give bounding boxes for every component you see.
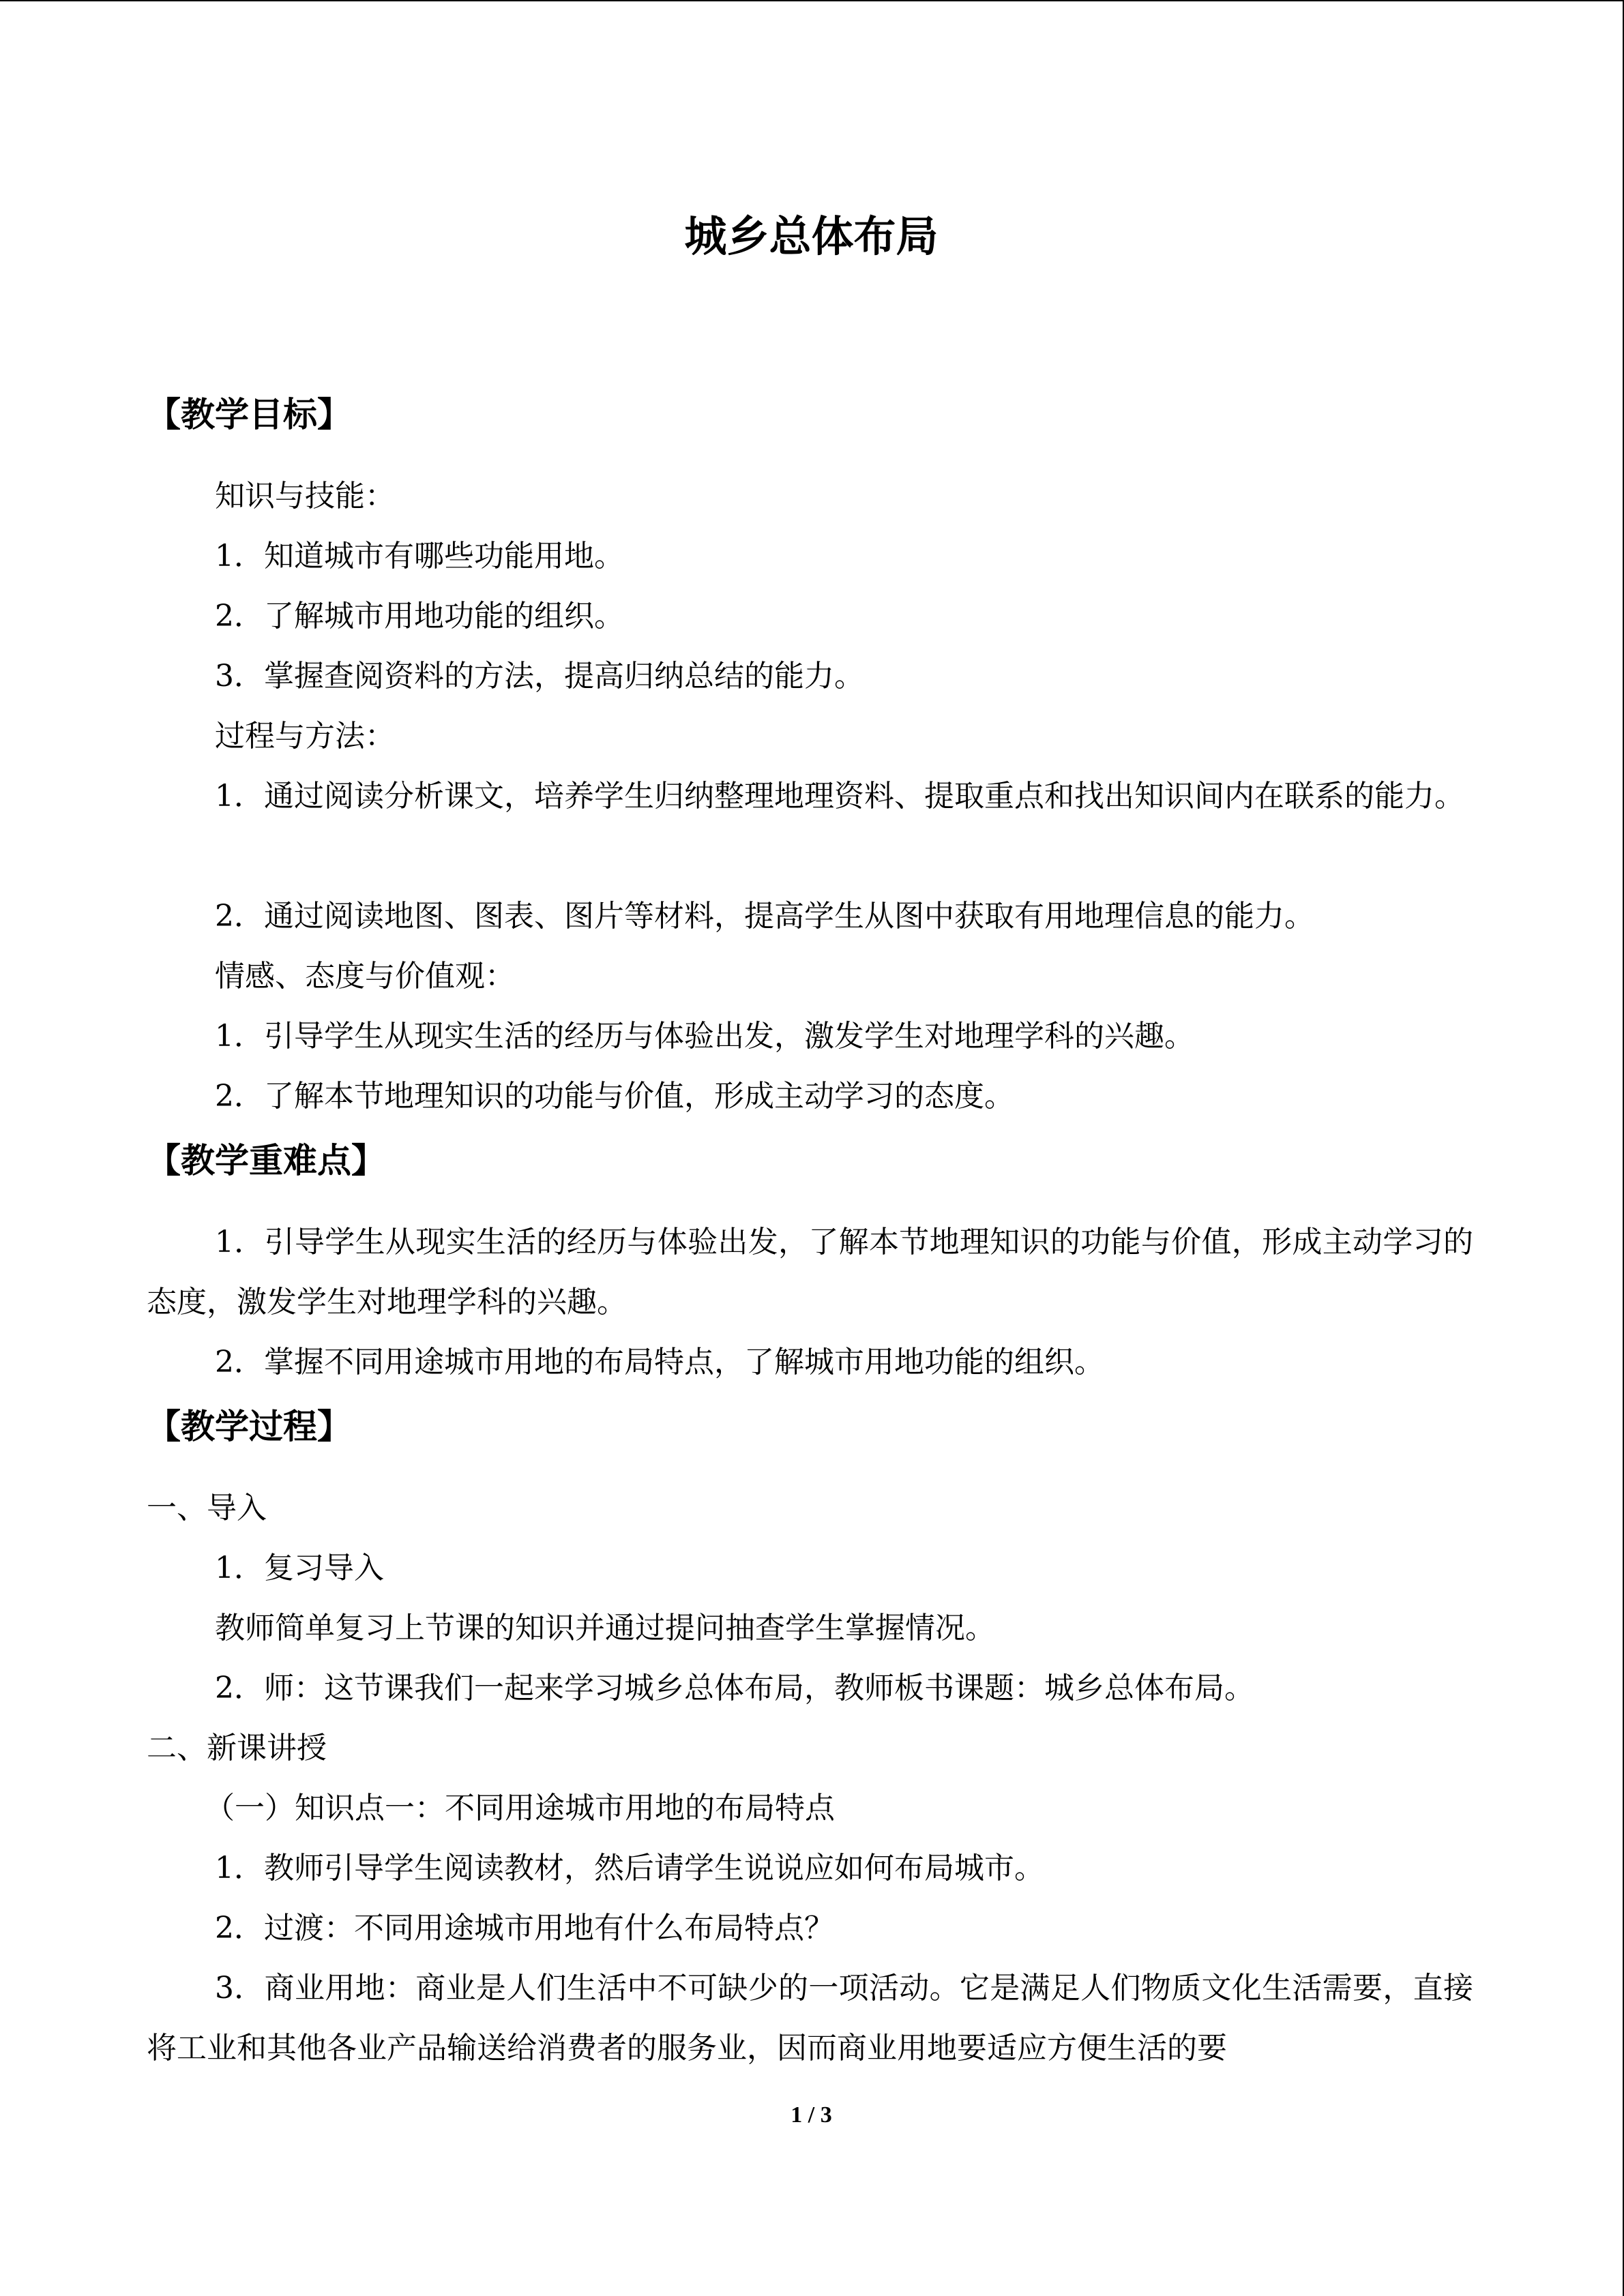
- emotion-item: 2．了解本节地理知识的功能与价值，形成主动学习的态度。: [215, 1079, 1014, 1114]
- page-title: 城乡总体布局: [684, 211, 939, 261]
- knowledge-item: 3．掌握查阅资料的方法，提高归纳总结的能力。: [215, 659, 864, 694]
- part2-item: 2．过渡：不同用途城市用地有什么布局特点？: [215, 1911, 834, 1945]
- section-heading-objectives: 【教学目标】: [147, 395, 351, 434]
- section-heading-process: 【教学过程】: [147, 1407, 351, 1446]
- process-item: 1．通过阅读分析课文，培养学生归纳整理地理资料、提取重点和找出知识间内在联系的能力。: [215, 779, 1464, 814]
- key-point-item: 1．引导学生从现实生活的经历与体验出发，了解本节地理知识的功能与价值，形成主动学习的态度，激发学生对地理学科的兴趣。: [147, 1225, 1473, 1320]
- part1-label: 一、导入: [147, 1491, 267, 1525]
- emotion-label: 情感、态度与价值观：: [215, 959, 515, 994]
- emotion-item: 1．引导学生从现实生活的经历与体验出发，激发学生对地理学科的兴趣。: [215, 1019, 1194, 1054]
- part1-item: 2．师：这节课我们一起来学习城乡总体布局，教师板书课题：城乡总体布局。: [215, 1671, 1254, 1705]
- key-point-item: 2．掌握不同用途城市用地的布局特点，了解城市用地功能的组织。: [215, 1345, 1104, 1380]
- section-heading-key-points: 【教学重难点】: [147, 1141, 385, 1180]
- part2-subheading: （一）知识点一：不同用途城市用地的布局特点: [205, 1791, 835, 1825]
- part2-item: 1．教师引导学生阅读教材，然后请学生说说应如何布局城市。: [215, 1851, 1044, 1885]
- process-item: 2．通过阅读地图、图表、图片等材料，提高学生从图中获取有用地理信息的能力。: [215, 899, 1314, 934]
- part1-item: 1．复习导入: [215, 1551, 384, 1585]
- knowledge-label: 知识与技能：: [215, 479, 395, 513]
- process-label: 过程与方法：: [215, 719, 395, 754]
- knowledge-item: 1．知道城市有哪些功能用地。: [215, 539, 624, 573]
- part1-item: 教师简单复习上节课的知识并通过提问抽查学生掌握情况。: [215, 1611, 995, 1645]
- part2-label: 二、新课讲授: [147, 1731, 327, 1765]
- part2-item: 3．商业用地：商业是人们生活中不可缺少的一项活动。它是满足人们物质文化生活需要，直接将工业和其他各业产品输送给消费者的服务业，因而商业用地要适应方便生活的要: [147, 1971, 1473, 2066]
- page-number: 1 / 3: [791, 2102, 832, 2128]
- knowledge-item: 2．了解城市用地功能的组织。: [215, 599, 624, 633]
